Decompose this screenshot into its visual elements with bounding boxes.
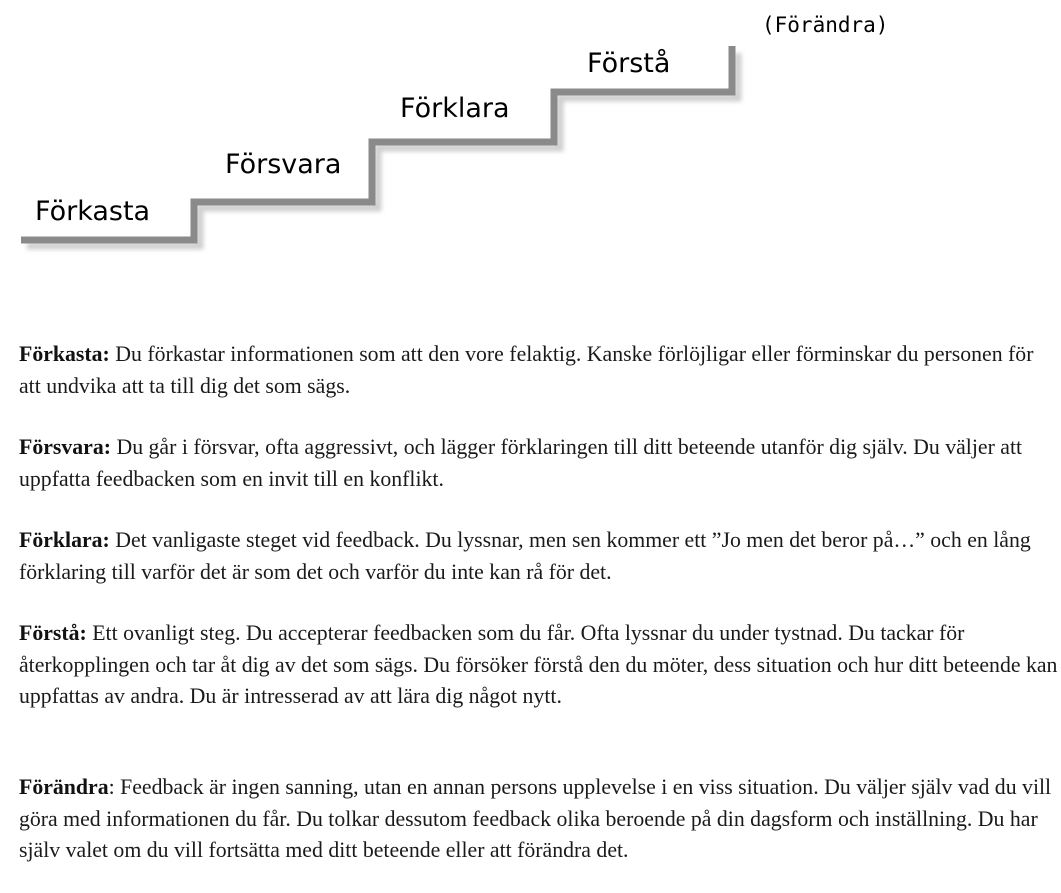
staircase-diagram: [0, 0, 1061, 300]
step-label-forsta: Förstå: [587, 48, 671, 79]
definition-term: Förändra: [19, 775, 109, 799]
definition-text: Du går i försvar, ofta aggressivt, och lägger förklaringen till ditt beteende utanför dig själv. Du väljer att uppfatta feedbacken som en invit till en konflikt.: [19, 435, 1023, 491]
definition-text: Du förkastar informationen som att den vore felaktig. Kanske förlöjligar eller förminskar du personen för att undvika att ta till dig det som sägs.: [19, 342, 1034, 398]
definition-text: : Feedback är ingen sanning, utan en annan persons upplevelse i en viss situation. Du väljer själv vad du vill göra med informationen du får. Du tolkar dessutom feedback olika beroende på din dagsform och inställning. Du har själv valet om du vill fortsätta med ditt beteende eller att förändra det.: [19, 775, 1052, 862]
step-label-forandra: (Förändra): [762, 13, 889, 37]
definition-forsvara: [19, 432, 1059, 495]
definition-term: Försvara:: [19, 435, 111, 459]
definition-forandra: [19, 772, 1059, 867]
definition-forklara: [19, 525, 1059, 588]
step-label-forsvara: Försvara: [225, 149, 342, 180]
definition-text: Ett ovanligt steg. Du accepterar feedbacken som du får. Ofta lyssnar du under tystnad. Du tackar för återkopplingen och tar åt dig av det som sägs. Du försöker förstå den du möter, dess situation och hur ditt beteende kan uppfattas av andra. Du är intresserad av att lära dig något nytt.: [19, 621, 1058, 708]
definition-forsta: [19, 618, 1059, 713]
definition-term: Förklara:: [19, 528, 110, 552]
step-label-forklara: Förklara: [400, 93, 510, 124]
definition-forkasta: [19, 339, 1059, 402]
definition-term: Förstå:: [19, 621, 87, 645]
step-label-forkasta: Förkasta: [35, 196, 151, 227]
definition-term: Förkasta:: [19, 342, 110, 366]
definition-text: Det vanligaste steget vid feedback. Du lyssnar, men sen kommer ett ”Jo men det beror på…” och en lång förklaring till varför det är som det och varför du inte kan rå för det.: [19, 528, 1031, 584]
